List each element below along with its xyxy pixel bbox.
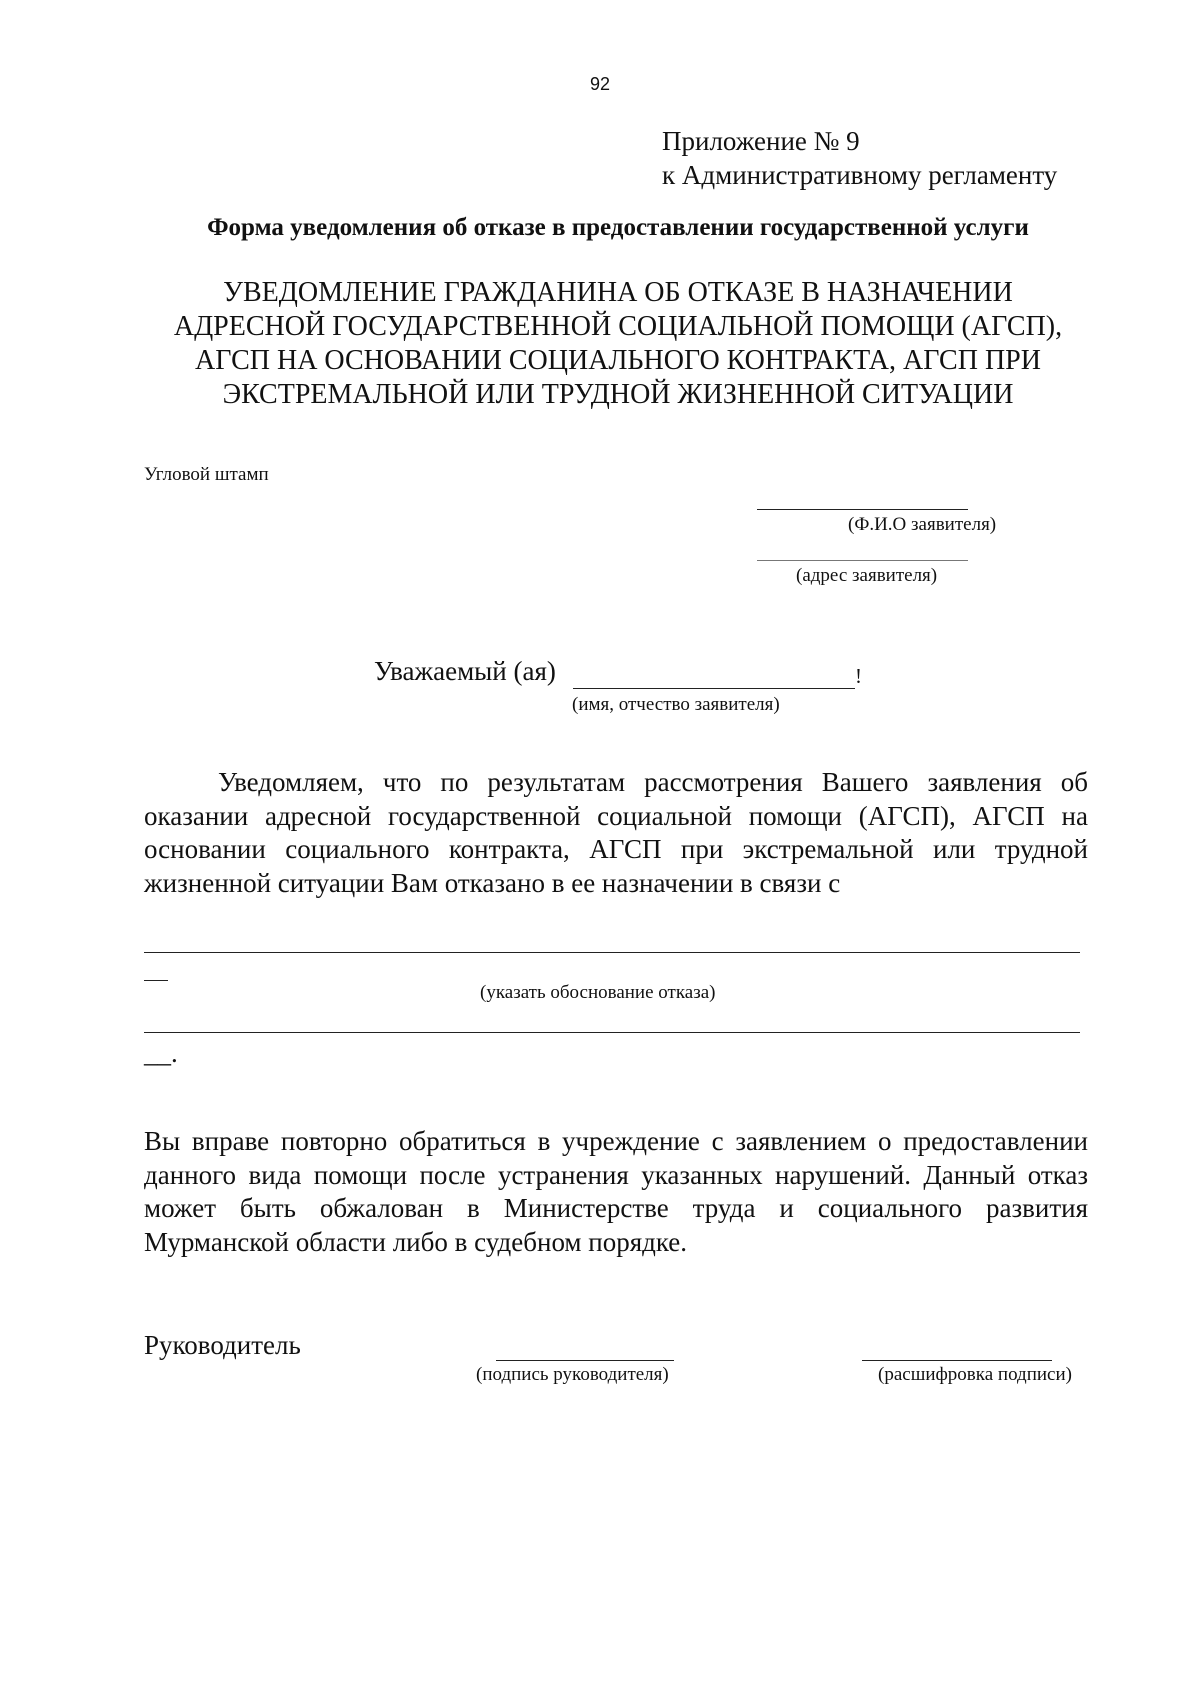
appendix-line-1: Приложение № 9: [662, 126, 860, 156]
signature-line: [496, 1360, 674, 1361]
greeting-name-line: [573, 688, 855, 689]
reason-end-mark: __.: [144, 1038, 178, 1068]
appendix-line-2: к Административному регламенту: [662, 160, 1058, 190]
page-number: 92: [589, 74, 611, 94]
appeal-paragraph: Вы вправе повторно обратиться в учреждение с заявлением о предоставлении данного вида помощи после устранения указанных нарушений. Данный отказ может быть обжалован в Министерстве труда и социального развития Мурманской области либо в судебном порядке.: [144, 1126, 1088, 1257]
body-paragraph: Уведомляем, что по результатам рассмотрения Вашего заявления об оказании адресной государственной социальной помощи (АГСП), АГСП на основании социального контракта, АГСП при экстремальной или трудной жизненной ситуации Вам отказано в ее назначении в связи с: [144, 767, 1088, 898]
reason-line-2: [144, 1032, 1080, 1033]
greeting-text: Уважаемый (ая): [374, 656, 556, 686]
applicant-name-caption: (Ф.И.О заявителя): [848, 514, 997, 535]
form-title: Форма уведомления об отказе в предоставлении государственной услуги: [207, 214, 1029, 241]
reason-line-1: [144, 952, 1080, 953]
corner-stamp-label: Угловой штамп: [144, 464, 269, 485]
applicant-address-caption: (адрес заявителя): [796, 565, 938, 586]
signature-decoding-caption: (расшифровка подписи): [878, 1364, 1072, 1385]
appendix-reference: [662, 124, 1057, 192]
greeting-exclamation: !: [855, 664, 862, 688]
notice-title: УВЕДОМЛЕНИЕ ГРАЖДАНИНА ОБ ОТКАЗЕ В НАЗНАЧЕНИИ АДРЕСНОЙ ГОСУДАРСТВЕННОЙ СОЦИАЛЬНОЙ ПОМОЩИ (АГСП), АГСП НА ОСНОВАНИИ СОЦИАЛЬНОГО КОНТРАКТА, АГСП ПРИ ЭКСТРЕМАЛЬНОЙ ИЛИ ТРУДНОЙ ЖИЗНЕННОЙ СИТУАЦИИ: [173, 277, 1063, 410]
signature-decoding-line: [862, 1360, 1052, 1361]
reason-line-1-overflow: [144, 980, 168, 981]
greeting-caption: (имя, отчество заявителя): [572, 694, 780, 715]
applicant-name-line: [757, 509, 968, 510]
head-role-label: Руководитель: [144, 1330, 301, 1360]
applicant-address-line: [757, 560, 968, 561]
signature-caption: (подпись руководителя): [476, 1364, 669, 1385]
reason-caption: (указать обоснование отказа): [480, 982, 716, 1003]
